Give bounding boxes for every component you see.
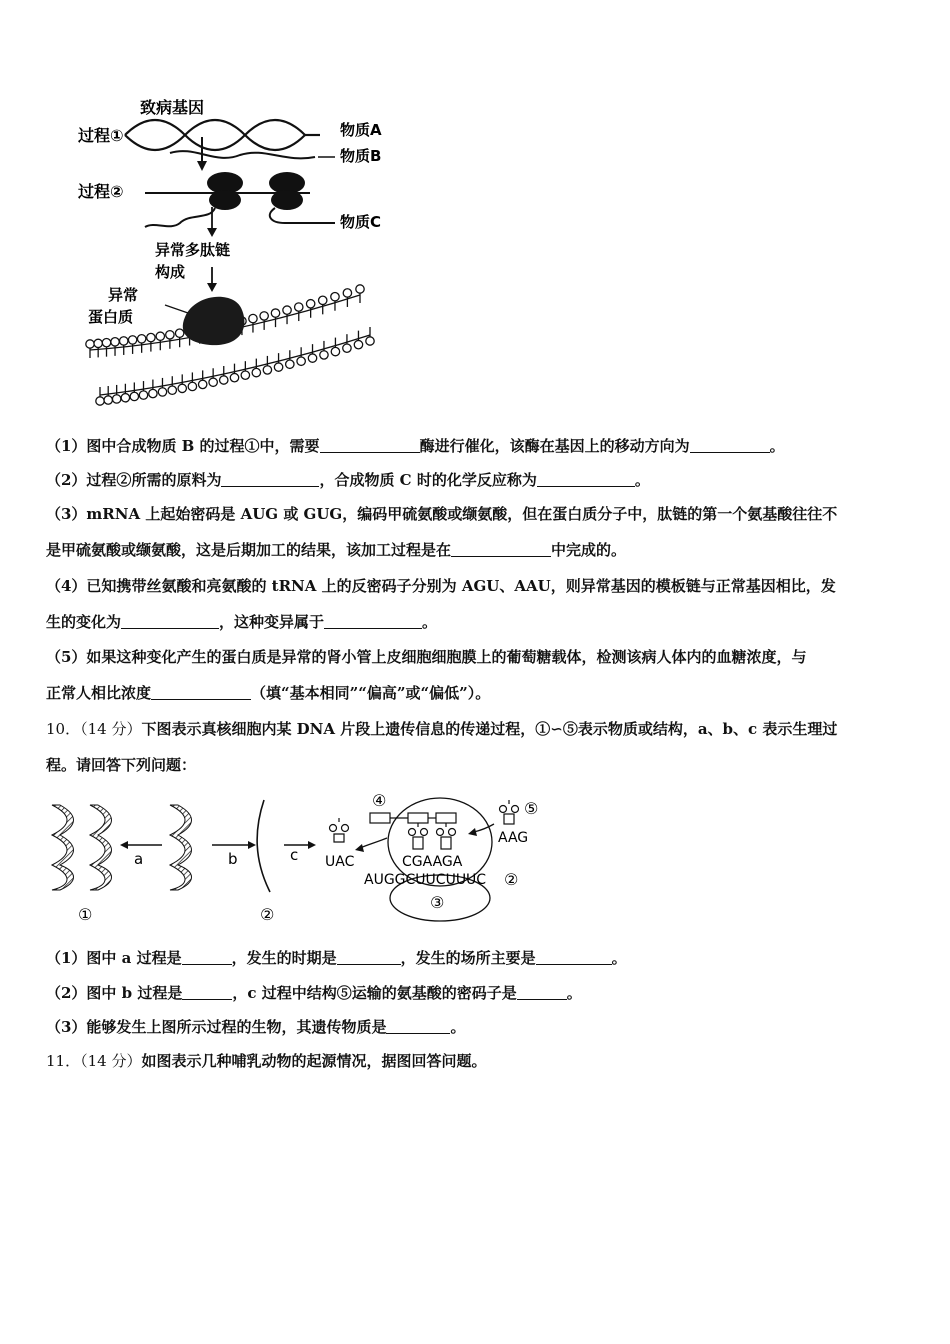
- question-number: 11．: [46, 1052, 81, 1070]
- punct: 。: [450, 1018, 466, 1036]
- q10-item2-text-b: ，c 过程中结构⑤运输的氨基酸的密码子是: [232, 984, 517, 1002]
- arrow-down-icon: [197, 161, 207, 171]
- lipid-head: [130, 392, 138, 400]
- q9-item3-line2: [46, 540, 626, 560]
- question-number: 10．: [46, 720, 81, 738]
- trna-icon: [330, 818, 349, 842]
- q10-item1: [46, 948, 627, 968]
- label-n4: ④: [372, 791, 387, 810]
- q9-item4-text-c: ，这种变异属于: [219, 613, 325, 631]
- trna-icon: [409, 823, 428, 849]
- label-process2: 过程②: [78, 182, 124, 201]
- lipid-head: [156, 332, 164, 340]
- lipid-head: [168, 386, 176, 394]
- q10-stem-a: 下图表示真核细胞内某 DNA 片段上遗传信息的传递过程，①∽⑤表示物质或结构，a、b、c 表示生理过: [141, 720, 838, 738]
- q10-item3-text-a: （3）能够发生上图所示过程的生物，其遗传物质是: [46, 1018, 387, 1036]
- answer-blank[interactable]: [386, 1019, 450, 1034]
- figure-information-transfer: [42, 790, 542, 925]
- q9-item2-text-a: （2）过程②所需的原料为: [46, 471, 222, 489]
- lipid-head: [297, 357, 305, 365]
- label-c: c: [290, 846, 299, 864]
- anticodons-cgaaga: CGAAGA: [402, 854, 463, 870]
- abnormal-protein: [183, 297, 245, 345]
- label-composes: 构成: [155, 263, 186, 281]
- lipid-head: [111, 338, 119, 346]
- lipid-head: [188, 382, 196, 390]
- answer-blank[interactable]: [337, 950, 401, 965]
- mrna-sequence: AUGGCUUCUUUC: [364, 872, 487, 888]
- q10-item1-text-a: （1）图中 a 过程是: [46, 949, 182, 967]
- dna-helix: [90, 805, 112, 890]
- q10-stem-line1: [46, 719, 837, 739]
- q9-item3-text-a: （3）mRNA 上起始密码是 AUG 或 GUG，编码甲硫氨酸或缬氨酸，但在蛋白质分子中，肽链的第一个氨基酸往往不: [46, 505, 838, 523]
- lipid-head: [175, 329, 183, 337]
- q11-stem-text: 如图表示几种哺乳动物的起源情况，据图回答问题。: [141, 1052, 487, 1070]
- lipid-head: [178, 384, 186, 392]
- q9-item1-text-b: 酶进行催化，该酶在基因上的移动方向为: [419, 437, 690, 455]
- q9-item5-text-b: 正常人相比浓度: [46, 684, 152, 702]
- lipid-head: [120, 337, 128, 345]
- answer-blank[interactable]: [517, 985, 567, 1000]
- lipid-head: [286, 360, 294, 368]
- lipid-head: [260, 312, 268, 320]
- q10-item1-text-c: ，发生的场所主要是: [400, 949, 536, 967]
- arrow-left-icon: [468, 828, 477, 836]
- peptide-chain-boxes: [370, 813, 456, 823]
- lipid-head: [166, 331, 174, 339]
- q10-item2: [46, 983, 582, 1003]
- q9-item5-text-c: （填“基本相同”“偏高”或“偏低”）。: [251, 684, 491, 702]
- label-abnormal-protein-1: 异常: [108, 286, 139, 304]
- lipid-head: [96, 397, 104, 405]
- lipid-head: [366, 337, 374, 345]
- q9-item5-line2: [46, 683, 490, 703]
- lipid-head: [112, 395, 120, 403]
- arrow-left-icon: [120, 841, 128, 849]
- peptide-chain-c: [270, 208, 335, 223]
- q9-item4-text-b: 生的变化为: [46, 613, 122, 631]
- q10-stem-b: 程。请回答下列问题：: [46, 756, 197, 774]
- q9-item2-text-b: ，合成物质 C 时的化学反应称为: [319, 471, 537, 489]
- dna-helix: [52, 805, 74, 890]
- q10-stem-line2: [46, 755, 196, 775]
- lipid-head: [147, 333, 155, 341]
- arrow-right-icon: [308, 841, 316, 849]
- lipid-head: [102, 338, 110, 346]
- lipid-head: [354, 340, 362, 348]
- lipid-head: [104, 396, 112, 404]
- lipid-head: [271, 309, 279, 317]
- answer-blank[interactable]: [536, 950, 612, 965]
- lipid-head: [356, 285, 364, 293]
- answer-blank[interactable]: [320, 438, 420, 453]
- arrow-left-icon: [355, 844, 364, 852]
- figure-gene-expression: [70, 95, 410, 410]
- label-n5: ⑤: [524, 799, 539, 818]
- lipid-head: [343, 344, 351, 352]
- lipid-head: [343, 289, 351, 297]
- lipid-head: [252, 368, 260, 376]
- lipid-head: [121, 394, 129, 402]
- lipid-head: [139, 391, 147, 399]
- q9-item2: [46, 470, 650, 490]
- q9-item1-text-a: （1）图中合成物质 B 的过程①中，需要: [46, 437, 320, 455]
- lipid-head: [306, 300, 314, 308]
- lipid-head: [295, 303, 303, 311]
- ribosome-icon: [269, 172, 305, 210]
- arrow-down-icon: [207, 228, 217, 237]
- lipid-head: [158, 388, 166, 396]
- trna-icon: [437, 823, 456, 849]
- q9-item4-text-a: （4）已知携带丝氨酸和亮氨酸的 tRNA 上的反密码子分别为 AGU、AAU，则异常基因的模板链与正常基因相比，发: [46, 577, 836, 595]
- dna-helix: [170, 805, 192, 890]
- answer-blank[interactable]: [151, 685, 251, 700]
- lipid-head: [274, 363, 282, 371]
- q9-item4-line1: [46, 576, 836, 596]
- label-substance-b: 物质B: [340, 147, 382, 165]
- lipid-head: [319, 296, 327, 304]
- label-substance-a: 物质A: [340, 121, 382, 139]
- lipid-head: [198, 380, 206, 388]
- lipid-head: [86, 340, 94, 348]
- mrna-strand-b: [170, 151, 315, 158]
- codon-uac: UAC: [325, 854, 355, 870]
- label-substance-c: 物质C: [340, 213, 382, 231]
- peptide-chain: [145, 208, 215, 227]
- lipid-head: [220, 376, 228, 384]
- lipid-head: [263, 366, 271, 374]
- label-abnormal-peptide: 异常多肽链: [155, 241, 231, 259]
- q10-item3: [46, 1017, 465, 1037]
- punct: 。: [611, 949, 627, 967]
- codon-aag: AAG: [498, 830, 529, 846]
- label-n1: ①: [78, 905, 93, 924]
- label-n2: ②: [260, 905, 275, 924]
- lipid-head: [128, 336, 136, 344]
- answer-blank[interactable]: [690, 438, 770, 453]
- lipid-head: [249, 314, 257, 322]
- lipid-head: [149, 389, 157, 397]
- q10-item1-text-b: ，发生的时期是: [231, 949, 337, 967]
- question-score: （14 分）: [80, 720, 142, 738]
- answer-blank[interactable]: [451, 542, 551, 557]
- punct: 。: [634, 471, 650, 489]
- punct: 。: [422, 613, 438, 631]
- arrow-right-icon: [248, 841, 256, 849]
- punct: 。: [769, 437, 785, 455]
- q9-item5-text-a: （5）如果这种变化产生的蛋白质是异常的肾小管上皮细胞细胞膜上的葡萄糖载体，检测该病人体内的血糖浓度，与: [46, 648, 807, 666]
- answer-blank[interactable]: [121, 614, 219, 629]
- answer-blank[interactable]: [221, 472, 319, 487]
- lipid-head: [209, 378, 217, 386]
- q9-item3-line1: [46, 504, 837, 524]
- q9-item5-line1: [46, 647, 806, 667]
- label-abnormal-protein-2: 蛋白质: [88, 308, 134, 326]
- q9-item3-text-c: 中完成的。: [551, 541, 627, 559]
- punct: 。: [566, 984, 582, 1002]
- answer-blank[interactable]: [537, 472, 635, 487]
- label-a: a: [134, 850, 144, 868]
- answer-blank[interactable]: [182, 985, 232, 1000]
- lipid-head: [137, 335, 145, 343]
- answer-blank[interactable]: [182, 950, 232, 965]
- answer-blank[interactable]: [324, 614, 422, 629]
- lipid-head: [331, 293, 339, 301]
- ribosome-icon: [207, 172, 243, 210]
- lipid-head: [320, 351, 328, 359]
- lipid-head: [94, 339, 102, 347]
- q10-item2-text-a: （2）图中 b 过程是: [46, 984, 183, 1002]
- q9-item4-line2: [46, 612, 437, 632]
- label-n2b: ②: [504, 870, 519, 889]
- trna-icon: [500, 800, 519, 824]
- lipid-head: [230, 373, 238, 381]
- lipid-head: [308, 354, 316, 362]
- label-process1: 过程①: [78, 126, 124, 145]
- mrna-curve: [257, 800, 270, 892]
- q9-item3-text-b: 是甲硫氨酸或缬氨酸，这是后期加工的结果，该加工过程是在: [46, 541, 452, 559]
- dna-double-helix: [125, 120, 320, 150]
- lipid-head: [283, 306, 291, 314]
- q11-stem: [46, 1051, 486, 1071]
- lipid-head: [331, 347, 339, 355]
- label-pathogenic-gene: 致病基因: [140, 98, 205, 117]
- q9-item1: [46, 436, 785, 456]
- lipid-head: [241, 371, 249, 379]
- arrow-down-icon: [207, 283, 217, 292]
- label-n3: ③: [430, 893, 445, 912]
- question-score: （14 分）: [80, 1052, 142, 1070]
- label-b: b: [228, 850, 238, 868]
